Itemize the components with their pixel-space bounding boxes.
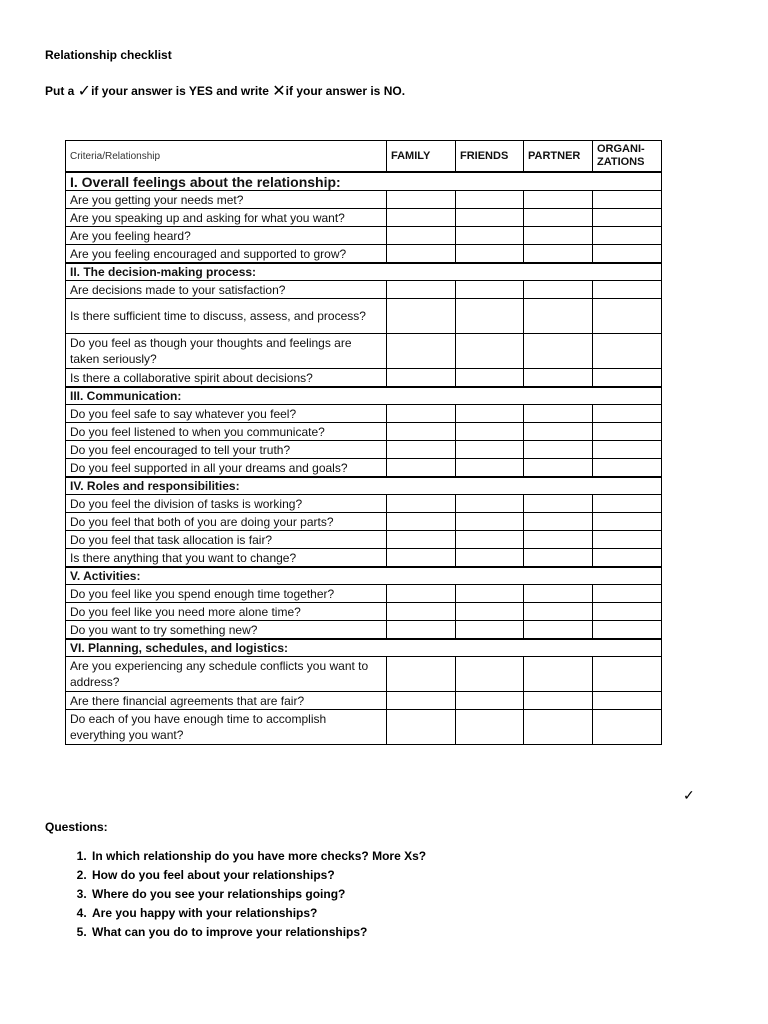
question-cell: Do you feel encouraged to tell your truth? [66,441,387,459]
section-title: II. The decision-making process: [66,263,662,281]
answer-cell-friends[interactable] [456,585,524,603]
table-row [66,657,662,692]
answer-cell-family[interactable] [387,191,456,209]
column-header-family: FAMILY [387,141,456,173]
instructions [45,80,405,100]
section-row [66,387,662,405]
answer-cell-friends[interactable] [456,441,524,459]
answer-cell-organizations[interactable] [593,585,662,603]
answer-cell-friends[interactable] [456,369,524,388]
answer-cell-partner[interactable] [524,531,593,549]
table-row [66,369,662,388]
answer-cell-organizations[interactable] [593,405,662,423]
answer-cell-family[interactable] [387,245,456,264]
table-row [66,692,662,710]
answer-cell-partner[interactable] [524,495,593,513]
answer-cell-partner[interactable] [524,334,593,369]
column-header-organizations: ORGANI- ZATIONS [593,141,662,173]
answer-cell-organizations[interactable] [593,245,662,264]
answer-cell-family[interactable] [387,459,456,478]
answer-cell-friends[interactable] [456,405,524,423]
question-cell: Do you feel that task allocation is fair? [66,531,387,549]
criteria-header: Criteria/Relationship [66,141,387,173]
question-cell: Are decisions made to your satisfaction? [66,281,387,299]
answer-cell-family[interactable] [387,603,456,621]
question-cell: Do you feel safe to say whatever you feel? [66,405,387,423]
table-row [66,191,662,209]
answer-cell-friends[interactable] [456,423,524,441]
answer-cell-partner[interactable] [524,603,593,621]
table-row [66,513,662,531]
table-row [66,245,662,264]
answer-cell-partner[interactable] [524,227,593,245]
table-row [66,621,662,640]
checklist-table [65,140,662,745]
answer-cell-friends[interactable] [456,692,524,710]
section-row [66,263,662,281]
questions-list [45,847,426,942]
answer-cell-family[interactable] [387,281,456,299]
answer-cell-partner[interactable] [524,369,593,388]
question-cell: Do you feel listened to when you communicate? [66,423,387,441]
question-cell: Is there sufficient time to discuss, assess, and process? [66,299,387,334]
table-row [66,281,662,299]
answer-cell-organizations[interactable] [593,459,662,478]
table-row [66,299,662,334]
answer-cell-friends[interactable] [456,245,524,264]
question-item: 1. In which relationship do you have more checks? More Xs? [90,847,426,866]
question-cell: Do you feel that both of you are doing your parts? [66,513,387,531]
question-cell: Are you experiencing any schedule conflicts you want to address? [66,657,387,692]
answer-cell-partner[interactable] [524,209,593,227]
table-row [66,531,662,549]
table-row [66,441,662,459]
answer-cell-friends[interactable] [456,459,524,478]
question-cell: Are there financial agreements that are fair? [66,692,387,710]
table-row [66,495,662,513]
question-cell: Are you feeling encouraged and supported to grow? [66,245,387,264]
answer-cell-friends[interactable] [456,191,524,209]
answer-cell-organizations[interactable] [593,369,662,388]
answer-cell-organizations[interactable] [593,334,662,369]
question-cell: Do you feel as though your thoughts and feelings are taken seriously? [66,334,387,369]
answer-cell-family[interactable] [387,423,456,441]
answer-cell-partner[interactable] [524,245,593,264]
section-title: IV. Roles and responsibilities: [66,477,662,495]
answer-cell-partner[interactable] [524,692,593,710]
answer-cell-organizations[interactable] [593,531,662,549]
answer-cell-family[interactable] [387,369,456,388]
table-row [66,603,662,621]
check-mark-icon: ✓ [683,787,695,803]
question-cell: Do you feel like you need more alone time? [66,603,387,621]
answer-cell-family[interactable] [387,710,456,745]
answer-cell-partner[interactable] [524,191,593,209]
answer-cell-friends[interactable] [456,710,524,745]
answer-cell-family[interactable] [387,549,456,568]
check-mark-icon: ✓ [77,83,92,100]
question-item: 2. How do you feel about your relationships? [90,866,426,885]
answer-cell-organizations[interactable] [593,657,662,692]
section-row [66,172,662,191]
answer-cell-family[interactable] [387,299,456,334]
question-cell: Do you feel like you spend enough time together? [66,585,387,603]
answer-cell-family[interactable] [387,513,456,531]
table-row [66,227,662,245]
question-cell: Do you want to try something new? [66,621,387,640]
answer-cell-friends[interactable] [456,603,524,621]
answer-cell-organizations[interactable] [593,423,662,441]
question-item: 3. Where do you see your relationships going? [90,885,426,904]
x-mark-icon: ✕ [272,83,286,100]
answer-cell-friends[interactable] [456,657,524,692]
answer-cell-family[interactable] [387,621,456,640]
table-row [66,423,662,441]
answer-cell-family[interactable] [387,657,456,692]
question-cell: Is there a collaborative spirit about decisions? [66,369,387,388]
answer-cell-organizations[interactable] [593,441,662,459]
answer-cell-friends[interactable] [456,299,524,334]
answer-cell-partner[interactable] [524,585,593,603]
answer-cell-organizations[interactable] [593,621,662,640]
answer-cell-friends[interactable] [456,621,524,640]
answer-cell-partner[interactable] [524,549,593,568]
answer-cell-partner[interactable] [524,513,593,531]
question-cell: Are you speaking up and asking for what you want? [66,209,387,227]
answer-cell-friends[interactable] [456,281,524,299]
answer-cell-partner[interactable] [524,423,593,441]
answer-cell-partner[interactable] [524,710,593,745]
section-row [66,639,662,657]
answer-cell-partner[interactable] [524,657,593,692]
questions-title: Questions: [45,820,108,834]
answer-cell-partner[interactable] [524,459,593,478]
answer-cell-organizations[interactable] [593,710,662,745]
answer-cell-family[interactable] [387,209,456,227]
table-row [66,334,662,369]
answer-cell-family[interactable] [387,495,456,513]
answer-cell-partner[interactable] [524,405,593,423]
answer-cell-organizations[interactable] [593,191,662,209]
page-title: Relationship checklist [45,48,172,62]
answer-cell-family[interactable] [387,692,456,710]
answer-cell-family[interactable] [387,585,456,603]
section-title: V. Activities: [66,567,662,585]
question-cell: Do you feel supported in all your dreams and goals? [66,459,387,478]
question-item: 5. What can you do to improve your relationships? [90,923,426,942]
answer-cell-organizations[interactable] [593,209,662,227]
section-row [66,477,662,495]
column-header-friends: FRIENDS [456,141,524,173]
question-cell: Is there anything that you want to change? [66,549,387,568]
answer-cell-partner[interactable] [524,299,593,334]
answer-cell-partner[interactable] [524,441,593,459]
table-row [66,209,662,227]
answer-cell-family[interactable] [387,227,456,245]
table-row [66,459,662,478]
instructions-text-2: if your answer is YES and write [91,84,273,98]
answer-cell-organizations[interactable] [593,549,662,568]
section-title: VI. Planning, schedules, and logistics: [66,639,662,657]
answer-cell-friends[interactable] [456,495,524,513]
answer-cell-friends[interactable] [456,227,524,245]
table-row [66,549,662,568]
answer-cell-family[interactable] [387,531,456,549]
question-cell: Are you getting your needs met? [66,191,387,209]
section-title: III. Communication: [66,387,662,405]
answer-cell-friends[interactable] [456,334,524,369]
answer-cell-partner[interactable] [524,281,593,299]
instructions-text-3: if your answer is NO. [285,84,406,98]
answer-cell-organizations[interactable] [593,513,662,531]
answer-cell-organizations[interactable] [593,603,662,621]
question-item: 4. Are you happy with your relationships? [90,904,426,923]
answer-cell-friends[interactable] [456,209,524,227]
answer-cell-organizations[interactable] [593,299,662,334]
table-row [66,710,662,745]
answer-cell-organizations[interactable] [593,281,662,299]
section-title: I. Overall feelings about the relationship: [66,172,662,191]
question-cell: Are you feeling heard? [66,227,387,245]
answer-cell-organizations[interactable] [593,227,662,245]
answer-cell-family[interactable] [387,405,456,423]
question-cell: Do each of you have enough time to accomplish everything you want? [66,710,387,745]
answer-cell-organizations[interactable] [593,692,662,710]
instructions-text-1: Put a [45,84,78,98]
answer-cell-organizations[interactable] [593,495,662,513]
answer-cell-friends[interactable] [456,513,524,531]
table-row [66,405,662,423]
table-body [66,172,662,745]
answer-cell-friends[interactable] [456,531,524,549]
answer-cell-friends[interactable] [456,549,524,568]
answer-cell-family[interactable] [387,334,456,369]
answer-cell-partner[interactable] [524,621,593,640]
column-header-partner: PARTNER [524,141,593,173]
section-row [66,567,662,585]
answer-cell-family[interactable] [387,441,456,459]
table-header-row [66,141,662,173]
question-cell: Do you feel the division of tasks is working? [66,495,387,513]
table-row [66,585,662,603]
